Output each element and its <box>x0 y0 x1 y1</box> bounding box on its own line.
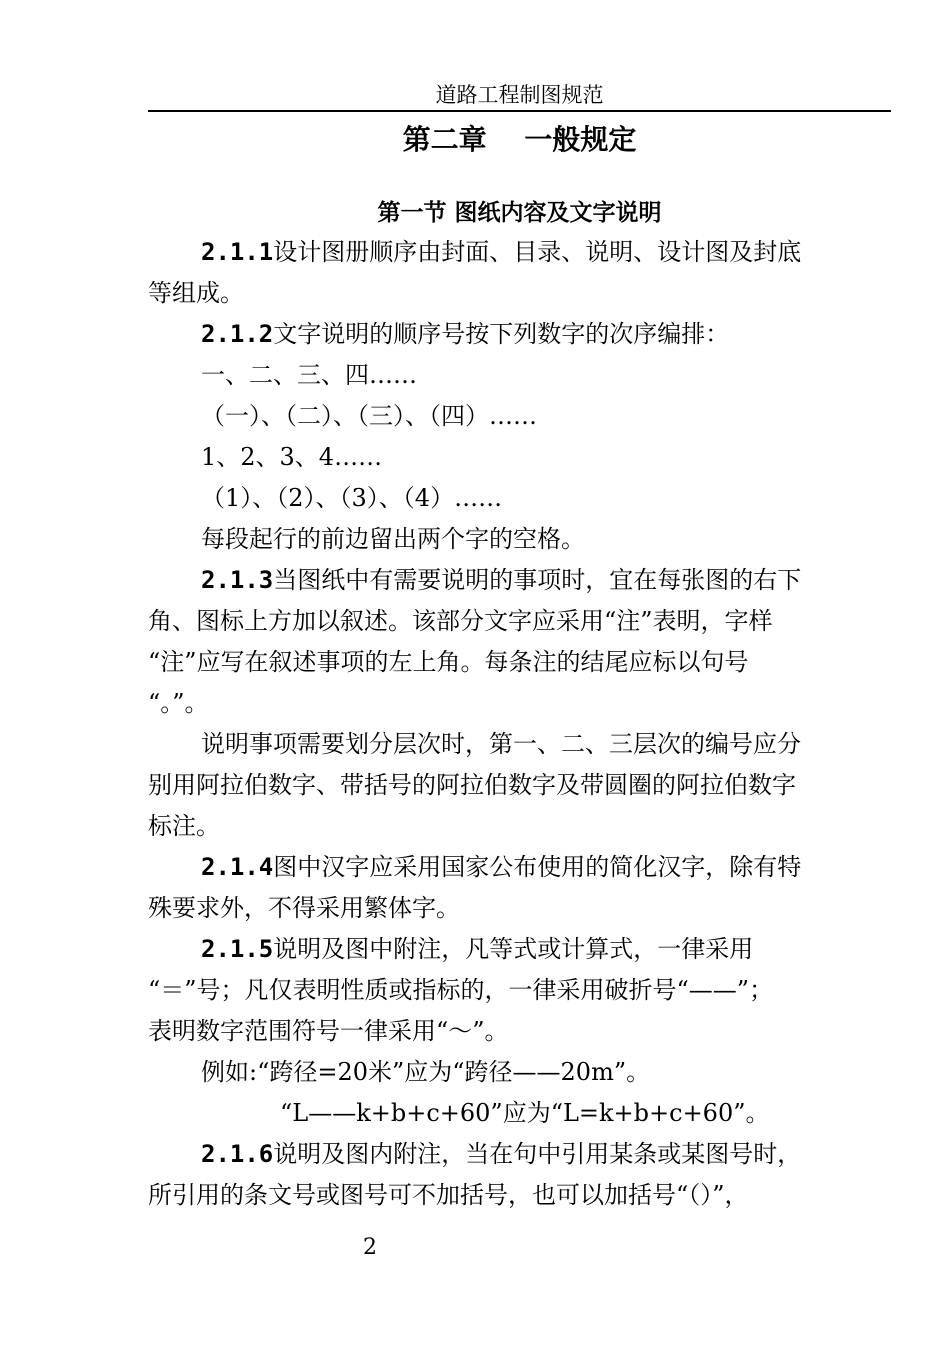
text-line: 说明事项需要划分层次时，第一、二、三层次的编号应分 <box>201 730 801 758</box>
clause-number: 2.1.6 <box>201 1140 274 1168</box>
text-line: 表明数字范围符号一律采用“～”。 <box>148 1017 509 1045</box>
clause-number: 2.1.5 <box>201 935 274 963</box>
numbering-example-1: 一、二、三、四…… <box>201 361 417 389</box>
example-line: 例如:“跨径=20米”应为“跨径——20m”。 <box>201 1058 651 1086</box>
clause-2-1-6 <box>148 1134 898 1175</box>
clause-2-1-3 <box>148 560 898 601</box>
text-line: 所引用的条文号或图号可不加括号，也可以加括号“（）”， <box>148 1181 749 1209</box>
text-line: 标注。 <box>148 812 220 840</box>
clause-2-1-2 <box>148 314 898 355</box>
clause-2-1-4 <box>148 847 898 888</box>
clause-number: 2.1.3 <box>201 566 274 594</box>
example-line: “L——k+b+c+60”应为“L=k+b+c+60”。 <box>280 1099 770 1127</box>
text-line: 别用阿拉伯数字、带括号的阿拉伯数字及带圆圈的阿拉伯数字 <box>148 771 796 799</box>
numbering-example-3: 1、2、3、4…… <box>201 443 383 471</box>
chapter-title: 第二章 一般规定 <box>402 123 637 156</box>
clause-number: 2.1.1 <box>201 238 274 266</box>
page-number: 2 <box>363 1235 377 1260</box>
numbering-example-4: （1）、（2）、（3）、（4）…… <box>201 484 503 512</box>
clause-number: 2.1.2 <box>201 320 274 348</box>
clause-text: 图中汉字应采用国家公布使用的简化汉字，除有特 <box>273 853 802 881</box>
clause-text: 当图纸中有需要说明的事项时，宜在每张图的右下 <box>273 566 802 594</box>
clause-text: 设计图册顺序由封面、目录、说明、设计图及封底 <box>273 238 802 266</box>
clause-text: 说明及图内附注，当在句中引用某条或某图号时， <box>273 1140 802 1168</box>
text-line: 殊要求外，不得采用繁体字。 <box>148 894 460 922</box>
clause-text: 说明及图中附注，凡等式或计算式，一律采用 <box>273 935 754 963</box>
text-line: 角、图标上方加以叙述。该部分文字应采用“注”表明，字样 <box>148 607 773 635</box>
text-line: 等组成。 <box>148 279 244 307</box>
text-line: “＝”号；凡仅表明性质或指标的，一律采用破折号“——”； <box>148 976 774 1004</box>
body-text <box>148 232 898 1216</box>
clause-text: 文字说明的顺序号按下列数字的次序编排： <box>273 320 730 348</box>
running-header: 道路工程制图规范 <box>435 83 604 107</box>
header-rule <box>148 110 891 112</box>
text-line: “注”应写在叙述事项的左上角。每条注的结尾应标以句号 <box>148 648 749 676</box>
clause-2-1-1 <box>148 232 898 273</box>
text-line: “。”。 <box>148 689 209 717</box>
text-line: 每段起行的前边留出两个字的空格。 <box>201 525 585 553</box>
numbering-example-2: （一）、（二）、（三）、（四）…… <box>201 402 537 430</box>
clause-number: 2.1.4 <box>201 853 274 881</box>
section-title: 第一节 图纸内容及文字说明 <box>377 199 662 226</box>
clause-2-1-5 <box>148 929 898 970</box>
